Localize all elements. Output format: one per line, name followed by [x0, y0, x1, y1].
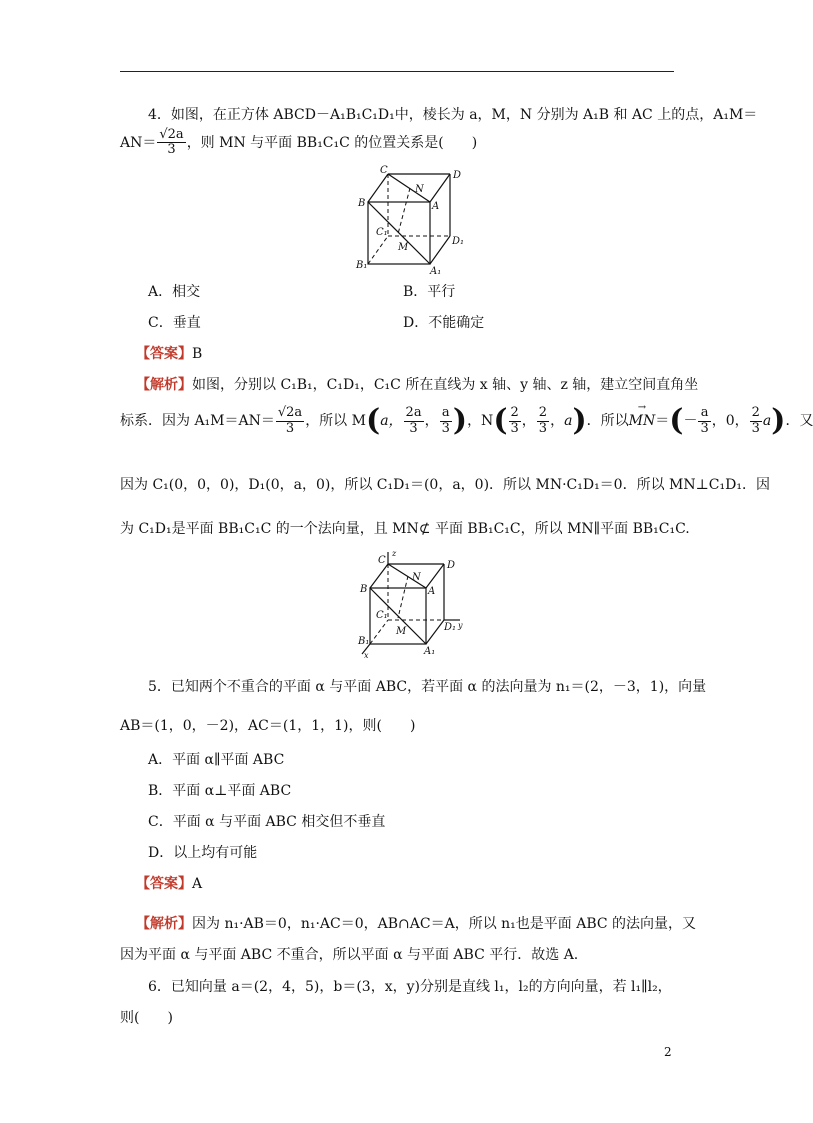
q5-option-b: B．平面 α⊥平面 ABC: [148, 783, 292, 799]
label-C: C: [378, 555, 386, 566]
label-C1: C₁: [376, 227, 388, 238]
q4-line1: 4．如图，在正方体 ABCD－A₁B₁C₁D₁中，棱长为 a，M，N 分别为 A₁B 和 AC 上的点，A₁M＝: [148, 107, 758, 123]
q4-option-b: B．平行: [403, 284, 456, 300]
cube-figure-2: [352, 548, 472, 660]
cube-figure-1: [352, 164, 472, 276]
label-D: D: [447, 560, 456, 571]
q5-option-d: D．以上均有可能: [148, 845, 258, 861]
label-M: M: [398, 242, 409, 253]
label-C: C: [380, 165, 388, 176]
label-A1: A₁: [430, 266, 442, 277]
q5-option-a: A．平面 α∥平面 ABC: [148, 752, 285, 768]
q4-analysis-line3: 因为 C₁(0，0，0)，D₁(0，a，0)，所以 C₁D₁＝(0，a，0)．所以 MN·C₁D₁＝0．所以 MN⊥C₁D₁．因: [120, 477, 770, 493]
label-A: A: [428, 586, 436, 597]
q4-answer: 【答案】B: [136, 346, 203, 362]
label-D: D: [453, 170, 462, 181]
q5-analysis-line2: 因为平面 α 与平面 ABC 不重合，所以平面 α 与平面 ABC 平行．故选 A.: [120, 947, 579, 963]
q4-analysis-line4: 为 C₁D₁是平面 BB₁C₁C 的一个法向量，且 MN⊄ 平面 BB₁C₁C，所以 MN∥平面 BB₁C₁C.: [120, 521, 690, 537]
label-B1: B₁: [358, 636, 370, 647]
label-D1: D₁: [444, 622, 457, 633]
q4-option-d: D．不能确定: [403, 315, 485, 331]
label-B: B: [360, 584, 368, 595]
page-number: 2: [664, 1045, 672, 1059]
label-D1: D₁: [452, 236, 465, 247]
header-rule: [120, 71, 674, 72]
label-B: B: [358, 198, 366, 209]
q5-option-c: C．平面 α 与平面 ABC 相交但不垂直: [148, 814, 386, 830]
q4-option-c: C．垂直: [148, 315, 201, 331]
q5-answer: 【答案】A: [136, 876, 203, 892]
q5-line2: AB＝(1，0，－2)，AC＝(1，1，1)，则( ): [120, 718, 416, 734]
label-N: N: [415, 184, 424, 195]
label-A1: A₁: [424, 646, 436, 657]
q6-line1: 6．已知向量 a＝(2，4，5)，b＝(3，x，y)分别是直线 l₁，l₂的方向向量，若 l₁∥l₂，: [148, 979, 672, 995]
axis-label-z: z: [392, 549, 397, 558]
q5-line1: 5．已知两个不重合的平面 α 与平面 ABC，若平面 α 的法向量为 n₁＝(2，－3，1)，向量: [148, 679, 707, 695]
label-N: N: [412, 572, 421, 583]
label-M: M: [396, 626, 407, 637]
label-C1: C₁: [376, 610, 388, 621]
q5-analysis-line1: 【解析】因为 n₁·AB＝0，n₁·AC＝0，AB∩AC＝A，所以 n₁也是平面 ABC 的法向量，又: [136, 916, 697, 932]
axis-label-y: y: [458, 621, 463, 630]
q4-analysis-line2: 标系．因为 A₁M＝AN＝ $\frac{√2a}{3}$ ，所以 M(a， $\frac{2a}{3}$ ， $\frac{a}{3}$ )，N( $\frac{2}{3}$ ， $\frac{2}{3}$ ，a)．所以→ MN＝(－ $\frac{a}{3}$ ，0， $\frac{2}{3}$ a)．又: [120, 406, 813, 436]
q4-fraction: $\frac{√2a}{3}$: [159, 127, 184, 158]
label-B1: B₁: [356, 260, 368, 271]
label-A: A: [432, 201, 440, 212]
axis-label-x: x: [364, 651, 369, 660]
q4-line2: AN＝ $\frac{√2a}{3}$ ，则 MN 与平面 BB₁C₁C 的位置关系是( ): [120, 127, 478, 158]
q4-analysis-line1: 【解析】如图，分别以 C₁B₁，C₁D₁，C₁C 所在直线为 x 轴、y 轴、z 轴，建立空间直角坐: [136, 377, 699, 393]
q6-line2: 则( ): [120, 1010, 173, 1026]
q4-option-a: A．相交: [148, 284, 201, 300]
